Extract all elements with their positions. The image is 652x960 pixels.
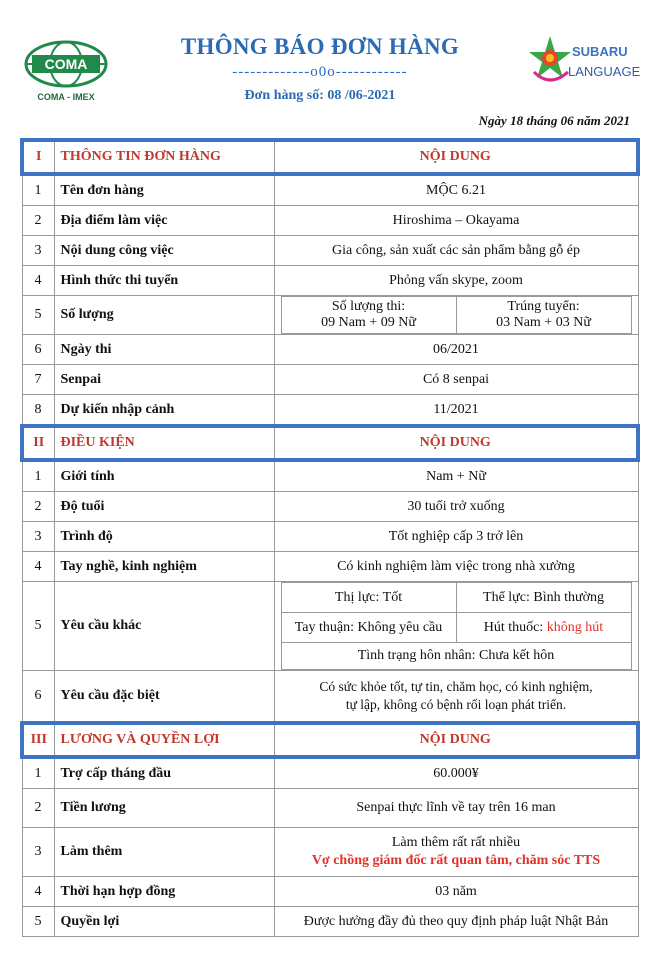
- table-row: [22, 789, 638, 828]
- table-row: [22, 907, 638, 937]
- table-row: [22, 236, 638, 266]
- handedness-value: Tay thuận: Không yêu cầu: [281, 613, 456, 643]
- smoking-value: không hút: [546, 619, 604, 635]
- row-number: 1: [22, 174, 54, 206]
- section-header-info: [22, 140, 638, 174]
- row-value: Phỏng vấn skype, zoom: [274, 266, 638, 296]
- row-label: Yêu cầu đặc biệt: [54, 671, 274, 724]
- row-value: Được hưởng đầy đủ theo quy định pháp luật Nhật Bản: [274, 907, 638, 937]
- title-separator: -------------o0o------------: [232, 64, 408, 80]
- row-value: Nam + Nữ: [274, 460, 638, 492]
- row-number: 1: [22, 757, 54, 789]
- row-value: Hiroshima – Okayama: [274, 206, 638, 236]
- row-value: Gia công, sản xuất các sản phẩm bằng gỗ ép: [274, 236, 638, 266]
- table-row: [22, 492, 638, 522]
- subaru-logo: [528, 32, 646, 94]
- section-number: I: [22, 140, 54, 174]
- row-label: Senpai: [54, 365, 274, 395]
- section-content-header: NỘI DUNG: [274, 140, 638, 174]
- order-table: [20, 138, 640, 937]
- row-number: 6: [22, 671, 54, 724]
- subaru-text: SUBARU: [572, 44, 628, 59]
- row-number: 2: [22, 492, 54, 522]
- table-row: [22, 266, 638, 296]
- section-content-header: NỘI DUNG: [274, 426, 638, 460]
- table-row: [22, 174, 638, 206]
- table-row: [22, 460, 638, 492]
- section-number: III: [22, 723, 54, 757]
- row-number: 4: [22, 877, 54, 907]
- order-date: Ngày 18 tháng 06 năm 2021: [478, 113, 630, 128]
- exam-count-value: 09 Nam + 09 Nữ: [321, 315, 416, 330]
- overtime-line-1: Làm thêm rất rất nhiều: [391, 835, 521, 850]
- smoking-cell: [456, 613, 631, 643]
- row-label: Địa điểm làm việc: [54, 206, 274, 236]
- row-value: Có 8 senpai: [274, 365, 638, 395]
- row-value: Senpai thực lĩnh về tay trên 16 man: [274, 789, 638, 828]
- overtime-cell: [274, 828, 638, 877]
- other-requirements-cell: [274, 582, 638, 671]
- passed-count-value: 03 Nam + 03 Nữ: [496, 315, 591, 330]
- fitness-value: Thể lực: Bình thường: [456, 583, 631, 613]
- row-value: 30 tuổi trở xuống: [274, 492, 638, 522]
- row-label: Trình độ: [54, 522, 274, 552]
- quantity-cell: [274, 296, 638, 335]
- eyesight-value: Thị lực: Tốt: [281, 583, 456, 613]
- section-title: ĐIỀU KIỆN: [54, 426, 274, 460]
- table-row: [22, 395, 638, 427]
- section-content-header: NỘI DUNG: [274, 723, 638, 757]
- coma-logo: [20, 38, 112, 108]
- row-number: 5: [22, 296, 54, 335]
- table-row: [22, 335, 638, 365]
- section-header-salary: [22, 723, 638, 757]
- row-number: 3: [22, 236, 54, 266]
- row-number: 3: [22, 522, 54, 552]
- table-row: [22, 828, 638, 877]
- table-row: [22, 877, 638, 907]
- row-number: 5: [22, 582, 54, 671]
- row-value: 11/2021: [274, 395, 638, 427]
- header: [0, 0, 652, 135]
- row-value: Có kinh nghiệm làm việc trong nhà xưởng: [274, 552, 638, 582]
- order-number: Đơn hàng số: 08 /06-2021: [244, 88, 396, 103]
- table-row: [22, 522, 638, 552]
- smoking-label: Hút thuốc:: [483, 619, 547, 635]
- row-value: MỘC 6.21: [274, 174, 638, 206]
- row-number: 2: [22, 789, 54, 828]
- table-row: [22, 296, 638, 335]
- coma-logo-sub: COMA - IMEX: [37, 92, 95, 102]
- table-row: [22, 206, 638, 236]
- overtime-line-2: Vợ chồng giám đốc rất quan tâm, chăm sóc TTS: [311, 853, 601, 868]
- row-value: 03 năm: [274, 877, 638, 907]
- row-label: Giới tính: [54, 460, 274, 492]
- row-label: Ngày thi: [54, 335, 274, 365]
- row-label: Hình thức thi tuyển: [54, 266, 274, 296]
- row-value: 60.000¥: [274, 757, 638, 789]
- row-number: 6: [22, 335, 54, 365]
- row-number: 5: [22, 907, 54, 937]
- row-label: Số lượng: [54, 296, 274, 335]
- row-label: Tên đơn hàng: [54, 174, 274, 206]
- row-label: Thời hạn hợp đồng: [54, 877, 274, 907]
- row-number: 7: [22, 365, 54, 395]
- row-label: Quyền lợi: [54, 907, 274, 937]
- table-row: [22, 582, 638, 671]
- special-line-1: Có sức khỏe tốt, tự tin, chăm học, có kinh nghiệm,: [319, 679, 593, 694]
- row-number: 2: [22, 206, 54, 236]
- special-line-2: tự lập, không có bệnh rối loạn phát triển.: [345, 697, 567, 712]
- row-label: Độ tuổi: [54, 492, 274, 522]
- row-label: Dự kiến nhập cảnh: [54, 395, 274, 427]
- row-number: 4: [22, 266, 54, 296]
- row-label: Nội dung công việc: [54, 236, 274, 266]
- exam-count-label: Số lượng thi:: [331, 299, 406, 314]
- row-label: Tay nghề, kinh nghiệm: [54, 552, 274, 582]
- table-row: [22, 671, 638, 724]
- row-label: Tiền lương: [54, 789, 274, 828]
- language-text: LANGUAGE: [568, 64, 641, 79]
- section-number: II: [22, 426, 54, 460]
- row-number: 3: [22, 828, 54, 877]
- section-header-conditions: [22, 426, 638, 460]
- special-requirements-cell: [274, 671, 638, 724]
- row-number: 1: [22, 460, 54, 492]
- row-label: Trợ cấp tháng đầu: [54, 757, 274, 789]
- table-row: [22, 757, 638, 789]
- row-number: 4: [22, 552, 54, 582]
- coma-logo-text: COMA: [44, 56, 88, 72]
- row-label: Làm thêm: [54, 828, 274, 877]
- section-title: LƯƠNG VÀ QUYỀN LỢI: [54, 723, 274, 757]
- row-value: 06/2021: [274, 335, 638, 365]
- section-title: THÔNG TIN ĐƠN HÀNG: [54, 140, 274, 174]
- passed-count-label: Trúng tuyển:: [507, 299, 580, 314]
- table-row: [22, 552, 638, 582]
- table-row: [22, 365, 638, 395]
- page-title: THÔNG BÁO ĐƠN HÀNG: [180, 34, 460, 59]
- row-number: 8: [22, 395, 54, 427]
- row-value: Tốt nghiệp cấp 3 trở lên: [274, 522, 638, 552]
- row-label: Yêu cầu khác: [54, 582, 274, 671]
- marital-status-value: Tình trạng hôn nhân: Chưa kết hôn: [281, 643, 631, 670]
